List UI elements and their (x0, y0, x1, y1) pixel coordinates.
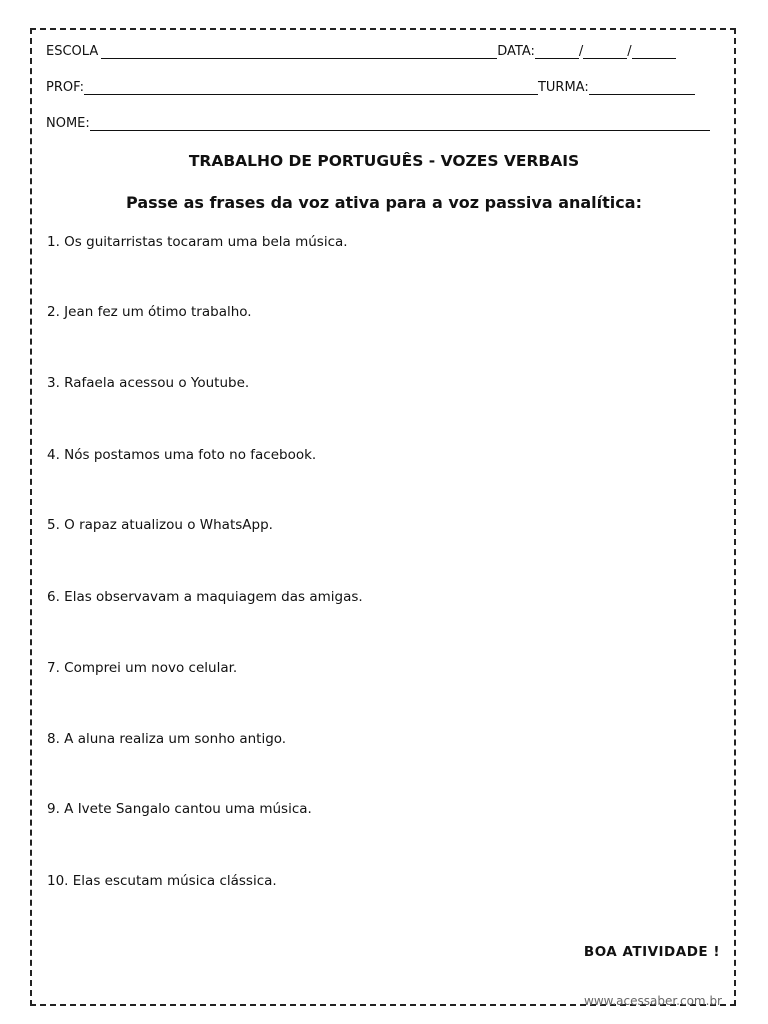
question-2: 2. Jean fez um ótimo trabalho. (47, 304, 252, 320)
question-7: 7. Comprei um novo celular. (47, 660, 238, 676)
prof-label: PROF: (46, 80, 84, 95)
turma-label: TURMA: (537, 80, 589, 95)
website-link[interactable]: www.acessaber.com.br (584, 994, 722, 1008)
question-1: 1. Os guitarristas tocaram uma bela música. (47, 234, 348, 250)
question-4: 4. Nós postamos uma foto no facebook. (47, 447, 317, 463)
closing-text: BOA ATIVIDADE ! (583, 944, 720, 960)
page-title: TRABALHO DE PORTUGUÊS - VOZES VERBAIS (188, 152, 580, 170)
question-10: 10. Elas escutam música clássica. (47, 873, 277, 889)
date-year-field[interactable] (632, 47, 676, 59)
question-8: 8. A aluna realiza um sonho antigo. (47, 731, 287, 747)
question-9: 9. A Ivete Sangalo cantou uma música. (47, 801, 312, 817)
escola-row (46, 44, 676, 59)
turma-field[interactable] (589, 83, 695, 95)
prof-row (46, 80, 695, 95)
question-6: 6. Elas observavam a maquiagem das amigas. (47, 589, 363, 605)
data-label: DATA: (497, 44, 535, 59)
date-month-field[interactable] (583, 47, 627, 59)
instruction: Passe as frases da voz ativa para a voz passiva analítica: (126, 193, 642, 212)
nome-label: NOME: (46, 116, 90, 131)
escola-label: ESCOLA (46, 44, 99, 59)
nome-row (46, 116, 710, 131)
nome-field[interactable] (90, 119, 710, 131)
date-day-field[interactable] (535, 47, 579, 59)
date-separator: / (627, 44, 632, 59)
date-separator: / (578, 44, 584, 59)
question-5: 5. O rapaz atualizou o WhatsApp. (47, 517, 273, 533)
escola-field[interactable] (101, 47, 497, 59)
prof-field[interactable] (84, 83, 538, 95)
question-3: 3. Rafaela acessou o Youtube. (47, 375, 250, 391)
